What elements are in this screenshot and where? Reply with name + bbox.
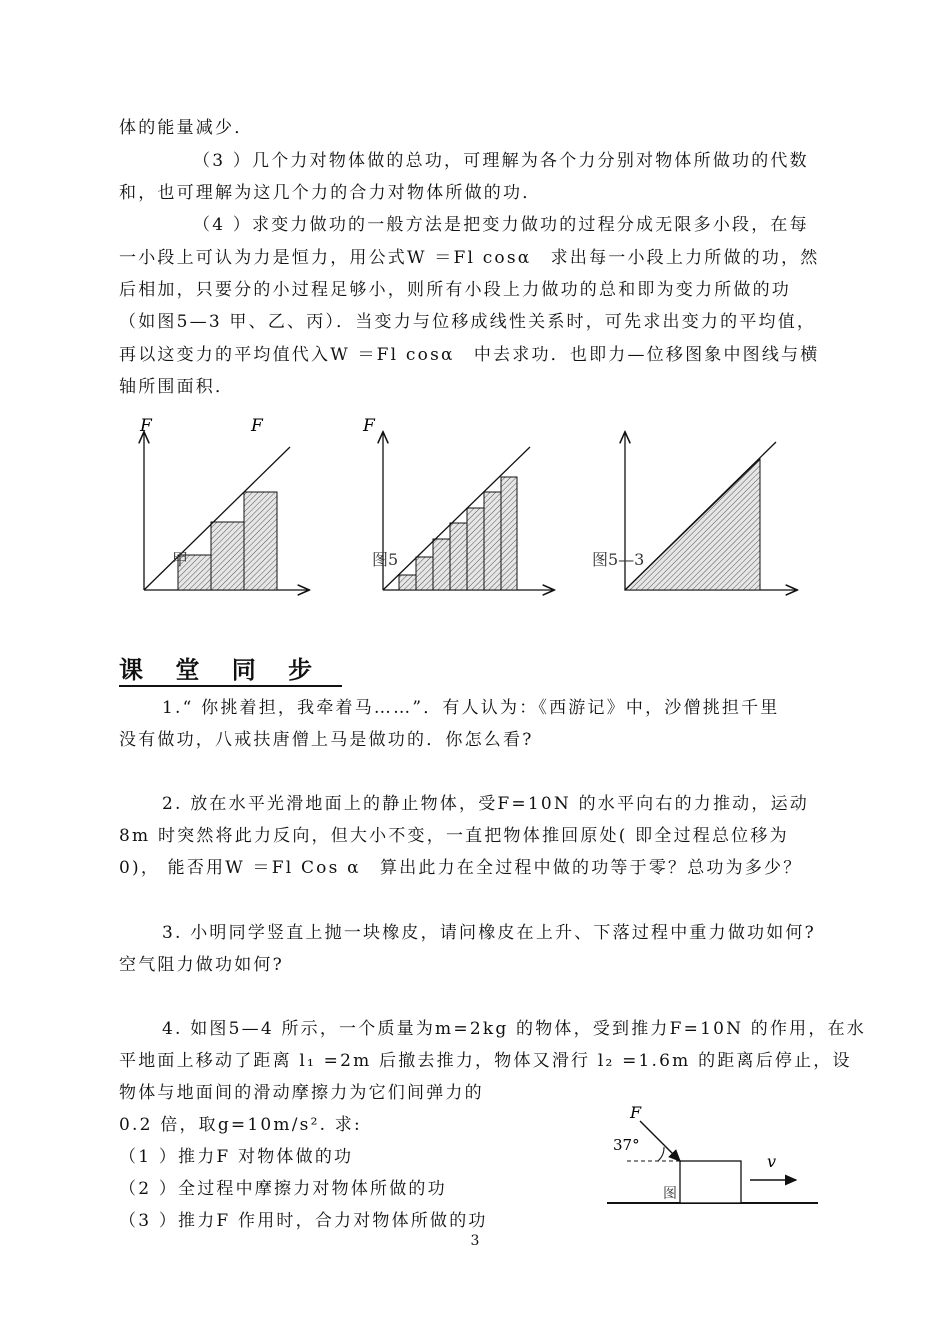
force-arrow: [640, 1121, 680, 1161]
figure-caption: 图5: [372, 550, 399, 569]
text-line: 再以这变力的平均值代入W ＝Fl cosα 中去求功．也即力—位移图象中图线与横: [119, 345, 820, 365]
figure-5-4: [600, 1100, 830, 1215]
figure-caption: 甲: [172, 550, 189, 569]
block: [680, 1161, 741, 1203]
section-title: 课 堂 同 步: [119, 655, 342, 687]
question-line: 8m 时突然将此力反向，但大小不变，一直把物体推回原处( 即全过程总位移为: [119, 826, 789, 846]
question-line: 空气阻力做功如何?: [119, 955, 284, 975]
question-line: 3. 小明同学竖直上抛一块橡皮，请问橡皮在上升、下落过程中重力做功如何?: [162, 923, 816, 943]
text-line: 轴所围面积．: [119, 377, 235, 397]
question-line: 物体与地面间的滑动摩擦力为它们间弹力的: [119, 1083, 484, 1103]
graph-triangle: [592, 433, 796, 590]
figure-5-3: [0, 405, 950, 615]
axis-label-f: F: [140, 416, 152, 436]
question-line: 0.2 倍，取g=10m/s². 求:: [119, 1115, 362, 1135]
graph-steps-fine: [362, 416, 553, 590]
force-label: F: [630, 1103, 642, 1122]
question-line: 4. 如图5—4 所示，一个质量为m=2kg 的物体，受到推力F=10N 的作用，在水: [162, 1019, 866, 1039]
text-line: （如图5—3 甲、乙、丙）．当变力与位移成线性关系时，可先求出变力的平均值，: [119, 312, 817, 332]
question-line: 1.“ 你挑着担，我牵着马……”．有人认为：《西游记》中，沙僧挑担千里: [162, 698, 780, 718]
text-line: 和，也可理解为这几个力的合力对物体所做的功．: [119, 183, 542, 203]
page-number: 3: [470, 1233, 480, 1249]
text-line: 一小段上可认为力是恒力，用公式W ＝Fl cosα 求出每一小段上力所做的功，然: [119, 248, 820, 268]
question-line: 0)， 能否用W ＝Fl Cos α 算出此力在全过程中做的功等于零？总功为多少？: [119, 858, 803, 878]
question-line: （1 ）推力F 对物体做的功: [119, 1147, 354, 1167]
axis-label-f: F: [251, 416, 263, 436]
text-line: 体的能量减少．: [119, 118, 254, 138]
angle-label: 37°: [613, 1136, 640, 1154]
text-line: 后相加，只要分的小过程足够小，则所有小段上力做功的总和即为变力所做的功: [119, 280, 791, 300]
text-line: （4 ）求变力做功的一般方法是把变力做功的过程分成无限多小段，在每: [193, 215, 809, 235]
question-line: （2 ）全过程中摩擦力对物体所做的功: [119, 1179, 447, 1199]
question-line: 没有做功，八戒扶唐僧上马是做功的．你怎么看?: [119, 730, 534, 750]
question-line: 平地面上移动了距离 l₁ =2m 后撤去推力，物体又滑行 l₂ =1.6m 的距离后停止，设: [119, 1051, 852, 1071]
figure-caption: 图: [663, 1186, 677, 1202]
axis-label-f: F: [363, 416, 375, 436]
graph-steps-coarse: [139, 416, 308, 590]
figure-caption: 图5—3: [592, 550, 645, 569]
velocity-label: v: [767, 1152, 777, 1171]
question-line: （3 ）推力F 作用时，合力对物体所做的功: [119, 1211, 488, 1231]
question-line: 2. 放在水平光滑地面上的静止物体，受F=10N 的水平向右的力推动，运动: [162, 794, 809, 814]
text-line: （3 ）几个力对物体做的总功，可理解为各个力分别对物体所做功的代数: [193, 151, 809, 171]
